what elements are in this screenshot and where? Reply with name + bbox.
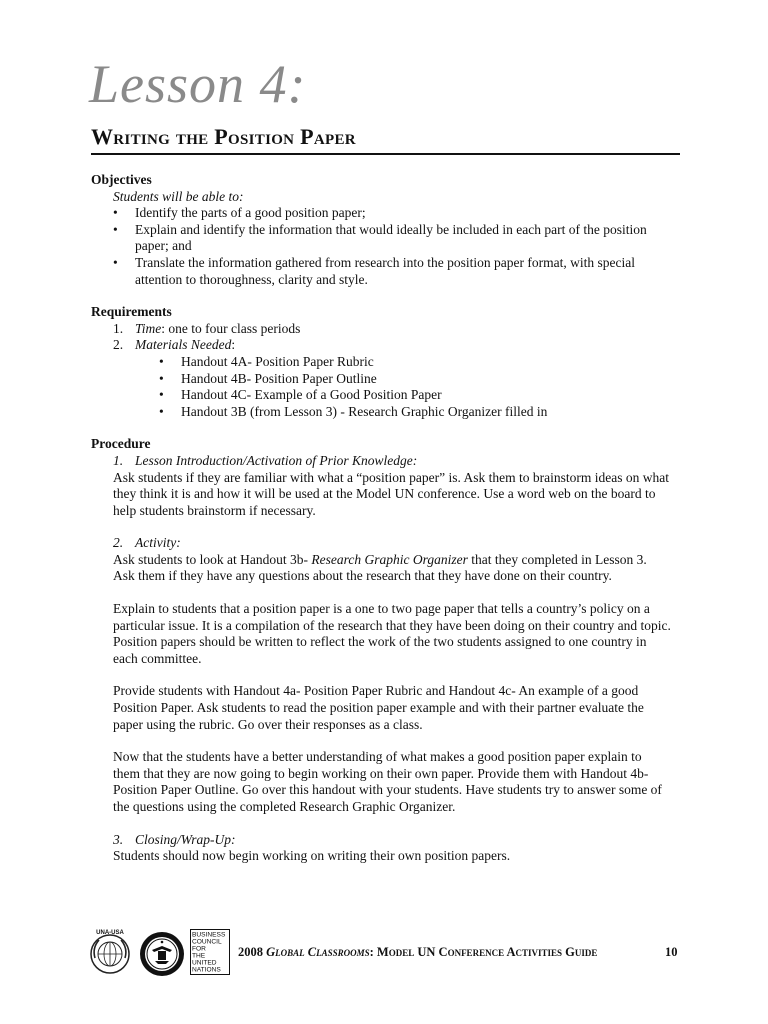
svg-text:UNITED: UNITED [192,959,217,967]
list-item: • Handout 4A- Position Paper Rubric [181,354,671,371]
document-body [91,172,671,865]
objectives-intro: Students will be able to: [113,188,244,204]
requirement-time: 1. Time: one to four class periods [113,320,301,336]
procedure-step-2-paragraph-1: Ask students to look at Handout 3b- Research Graphic Organizer that they completed in Lesson 3. Ask them if they have any questions about the research that they have done on their country. [113,551,647,584]
procedure-step-2-paragraph-2: Explain to students that a position paper is a one to two page paper that tells a country’s policy on a particular issue. It is a compilation of the research that they have been doing on their country and topic. Position papers should be written to reflect the work of the two students assigned to one country in each committee. [113,601,671,666]
lesson-title: Lesson 4: [89,54,307,114]
page-subtitle: Writing the Position Paper [91,124,356,149]
objectives-heading: Objectives [91,172,152,187]
svg-text:UNA-USA: UNA-USA [96,930,124,936]
svg-text:NATIONS: NATIONS [192,966,221,974]
page-number: 10 [665,945,678,959]
svg-text:COUNCIL: COUNCIL [192,938,222,946]
procedure-step-1-title: 1. Lesson Introduction/Activation of Prior Knowledge: [113,452,418,468]
una-usa-logo-icon [86,928,134,976]
footer-guide: : Model UN Conference Activities Guide [369,945,598,959]
list-item: • Explain and identify the information that would ideally be included in each part of the position paper; and [135,222,671,255]
title-divider [91,153,680,155]
procedure-step-2-paragraph-3: Provide students with Handout 4a- Position Paper Rubric and Handout 4c- An example of a good Position Paper. Ask students to read the position paper example and with their partner evaluate the paper using the rubric. Go over their responses as a class. [113,683,644,732]
procedure-step-1-text: Ask students if they are familiar with what a “position paper” is. Ask them to brainstorm ideas on what they think it is and how it will be used at the Model UN conference. Use a word web on the board to help students brainstorm if necessary. [113,469,670,518]
requirement-materials: 2. Materials Needed: [113,337,236,353]
list-item: • Handout 4B- Position Paper Outline [181,371,671,388]
procedure-heading: Procedure [91,436,151,452]
page-footer [238,945,678,960]
procedure-step-2-title: 2. Activity: [113,535,181,551]
list-item: • Translate the information gathered from research into the position paper format, with special attention to thoroughness, clarity and style. [135,255,671,288]
requirements-heading: Requirements [91,304,172,320]
svg-text:BUSINESS: BUSINESS [192,931,226,939]
list-item: • Identify the parts of a good position paper; [135,205,671,222]
business-council-logo-icon [190,929,230,975]
requirements-list [91,321,671,354]
footer-year: 2008 [238,945,267,959]
list-item: • Handout 4C- Example of a Good Position Paper [181,387,671,404]
procedure-step-3-text: Students should now begin working on writing their own position papers. [113,848,511,864]
procedure-step-3-title: 3. Closing/Wrap-Up: [113,831,236,847]
materials-list [91,354,671,420]
footer-series: Global Classrooms [266,945,370,959]
list-item: • Handout 3B (from Lesson 3) - Research Graphic Organizer filled in [181,404,671,421]
procedure-step-2-paragraph-4: Now that the students have a better understanding of what makes a good position paper explain to them that they are now going to begin working on their own paper. Provide them with Handout 4b- Position Paper Outline. Go over this handout with your students. Have students try to answer some of the questions using the completed Research Graphic Organizer. [113,749,662,814]
objectives-list [91,205,671,288]
seal-logo-icon [138,930,186,978]
svg-text:THE: THE [192,952,206,960]
svg-text:FOR: FOR [192,945,206,953]
